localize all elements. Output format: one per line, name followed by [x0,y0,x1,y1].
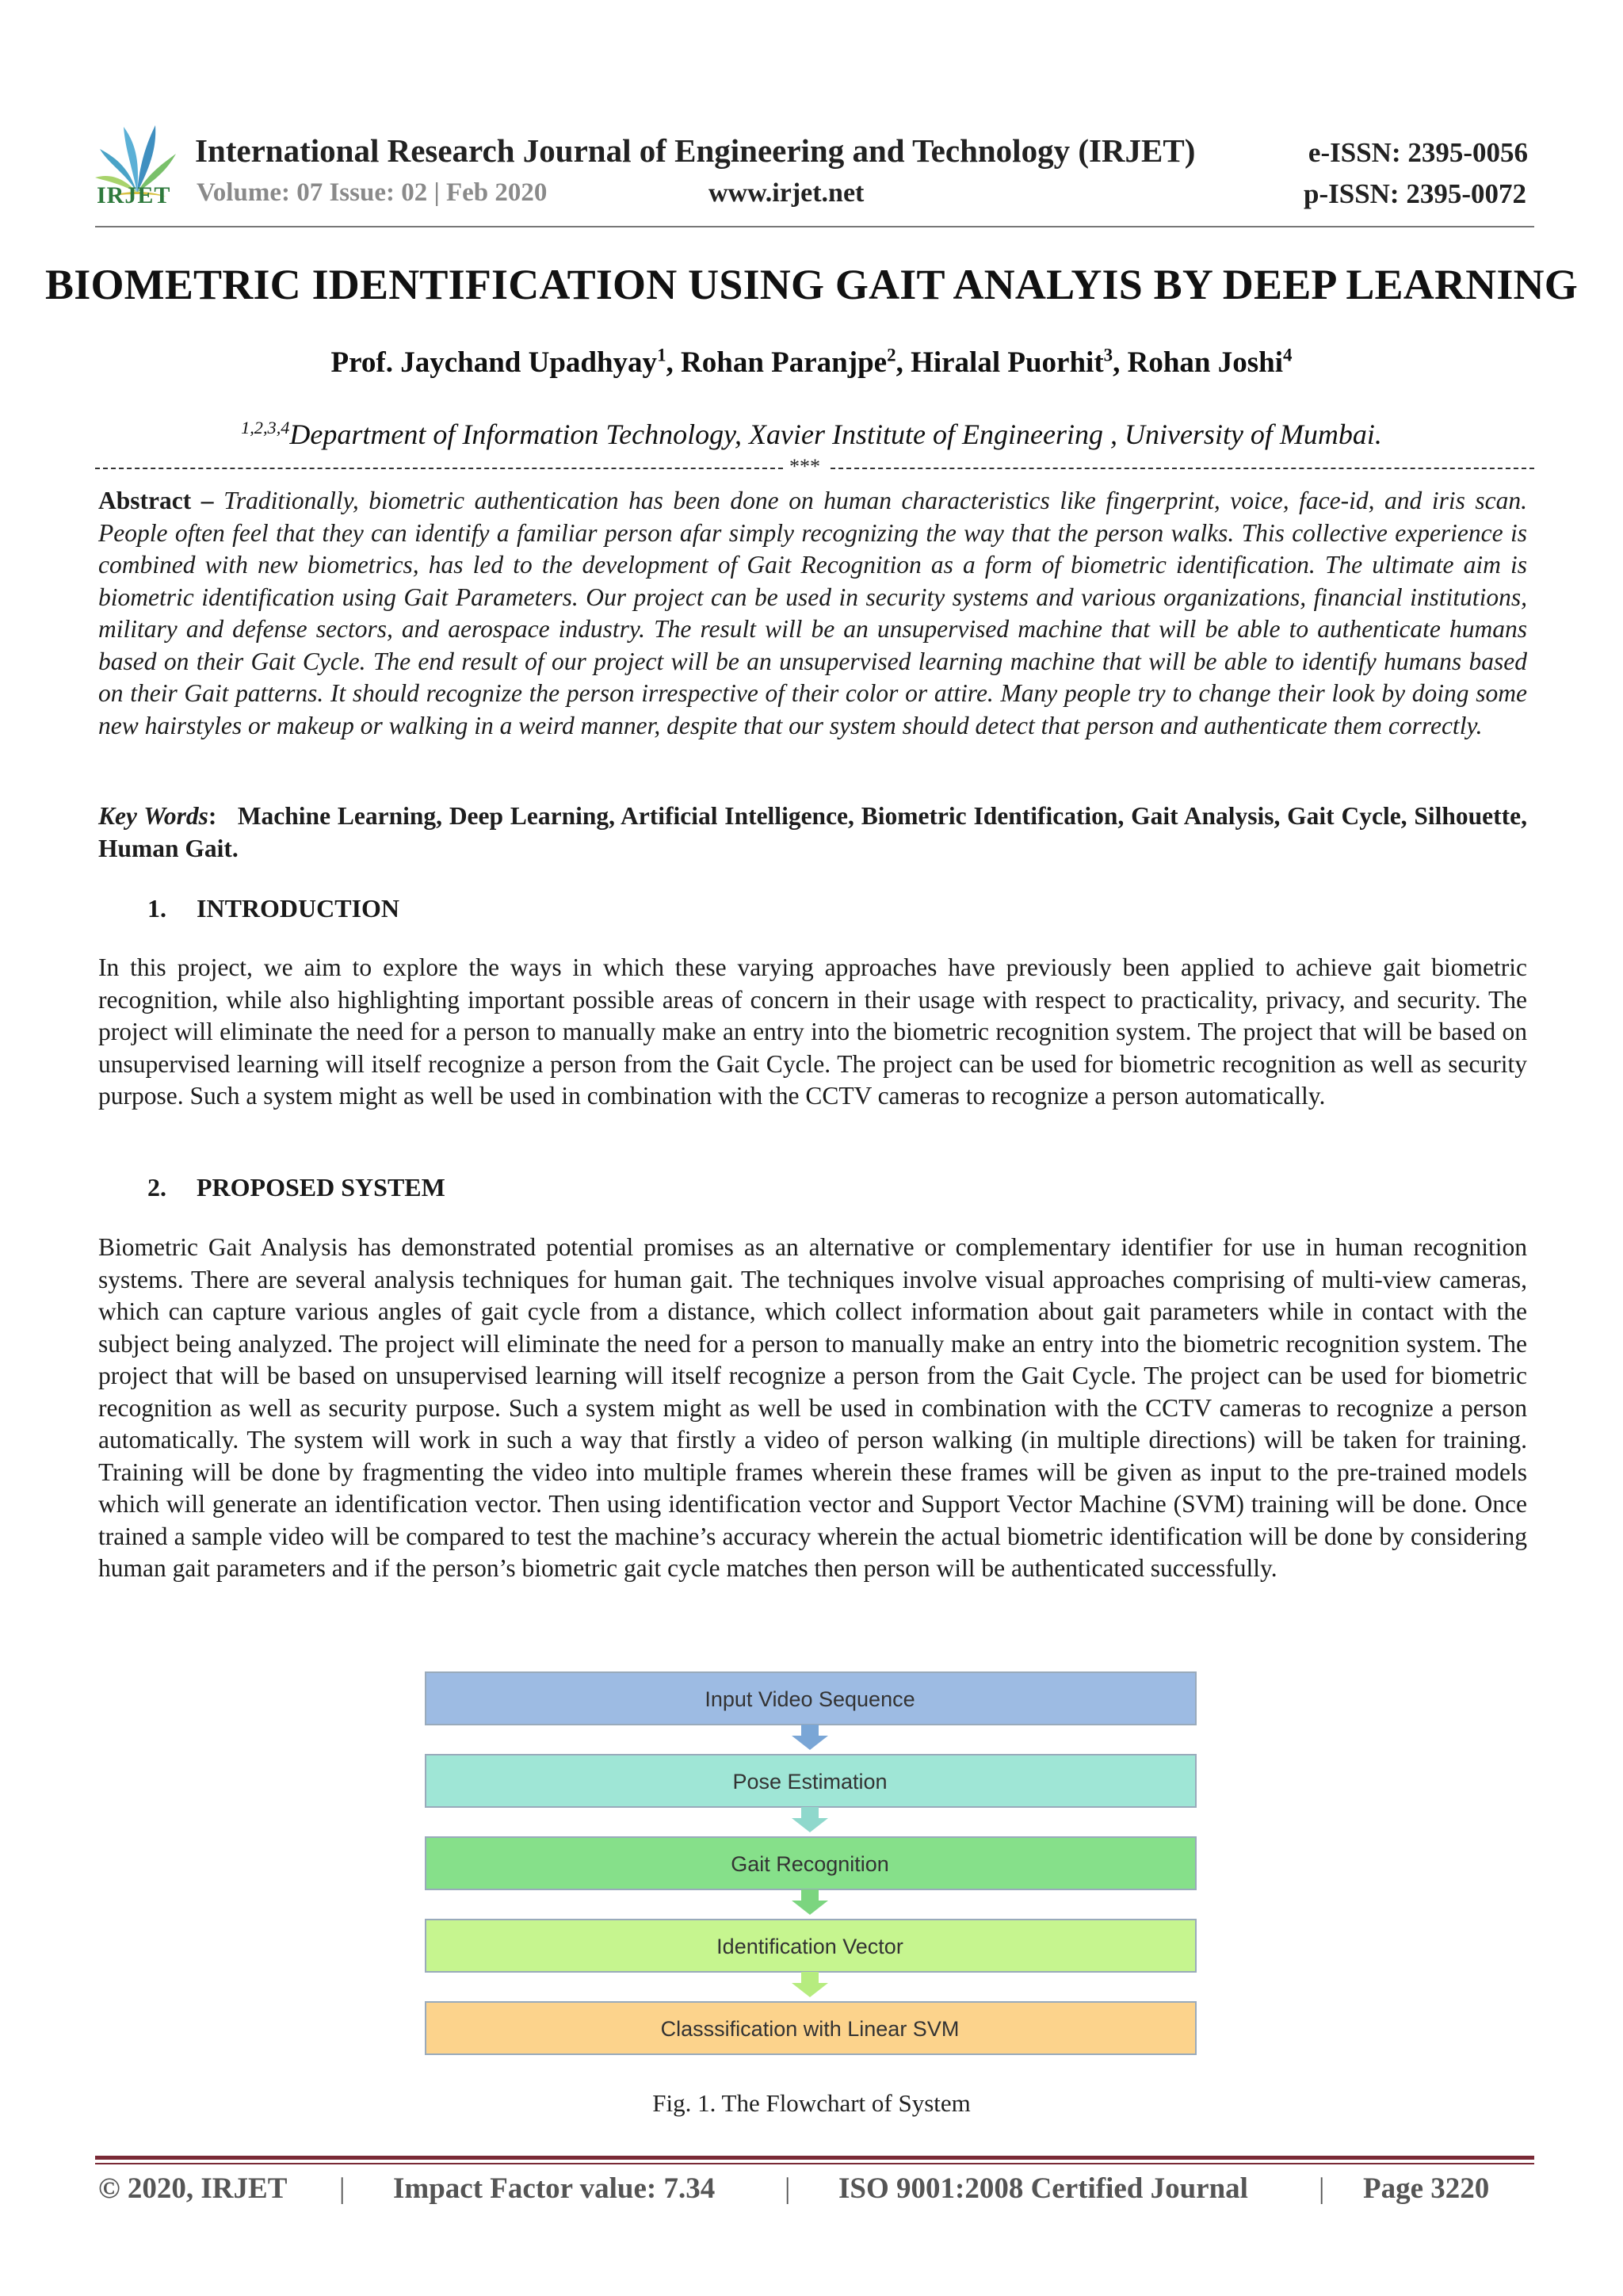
system-flowchart [424,1671,1199,2067]
volume-info: Volume: 07 Issue: 02 | Feb 2020 [197,178,548,207]
keywords-label: Key Words [98,802,208,830]
section-heading-introduction [147,894,399,923]
abstract-text: Traditionally, biometric authentication has been done on human characteristics like fingerprint, voice, face-id, and iris scan. People often feel that they can identify a familiar person afar simply recognizing the way that the person walks. This collective experience is combined with new biometrics, has led to the development of Gait Recognition as a form of biometric identification. The ultimate aim is biometric identification using Gait Parameters. Our project can be used in security systems and various organizations, financial institutions, military and defense sectors, and aerospace industry. The result will be an unsupervised machine that will be able to authenticate humans based on their Gait Cycle. The end result of our project will be an unsupervised learning machine that will be able to identify humans based on their Gait patterns. It should recognize the person irrespective of their color or attire. Many people try to change their look by doing some new hairstyles or makeup or walking in a weird manner, despite that our system should detect that person and authenticate them correctly. [98,487,1528,739]
dashed-rule [831,468,1534,469]
footer-divider [95,2163,1534,2164]
introduction-paragraph: In this project, we aim to explore the ways in which these varying approaches have previously been applied to achieve gait biometric recognition, while also highlighting important possible areas of concern in their usage with respect to practicality, privacy, and security. The project will eliminate the need for a person to manually make an entry into the biometric recognition system. The project that will be based on unsupervised learning will itself recognize a person from the Gait Cycle. The project can be used for biometric recognition as well as security purpose. Such a system might as well be used in combination with the CCTV cameras to recognize a person automatically. [98,953,1527,1110]
flowchart-step [426,2002,1196,2054]
p-issn: p-ISSN: 2395-0072 [1303,178,1526,209]
keywords: Key Words: Machine Learning, Deep Learning, Artificial Intelligence, Biometric Identification, Gait Analysis, Gait Cycle, Silhouette, Human Gait. [98,802,1527,862]
author-name: Rohan Paranjpe [681,346,888,379]
header-divider [95,226,1534,227]
logo-text: IRJET [97,182,171,208]
flowchart-step [426,1837,1196,1889]
abstract-label: Abstract – [98,487,214,514]
step-label: Classsification with Linear SVM [660,2017,960,2041]
flow-arrow-icon [792,1725,828,1750]
author-list: Prof. Jaychand Upadhyay$^1$, Rohan Paranjpe$^2$, Hiralal Puorhit$^3$, Rohan Joshi$^4$ [330,345,1293,379]
author-affiliation-mark: 1 [657,345,666,365]
e-issn: e-ISSN: 2395-0056 [1308,137,1528,168]
author-name: Prof. Jaychand Upadhyay [330,346,658,379]
flowchart-step [426,1920,1196,1972]
footer-copyright: © 2020, IRJET [98,2172,288,2205]
footer-separator: | [785,2172,791,2205]
author-affiliation-mark: 4 [1283,345,1293,365]
author-affiliation-mark: 2 [887,345,896,365]
paper-title: BIOMETRIC IDENTIFICATION USING GAIT ANALYIS BY DEEP LEARNING [45,261,1578,308]
affiliation-mark: 1,2,3,4 [241,418,290,437]
proposed-system-paragraph: Biometric Gait Analysis has demonstrated potential promises as an alternative or complementary identifier for use in human recognition systems. There are several analysis techniques for human gait. The techniques involve visual approaches comprising of multi-view cameras, which can capture various angles of gait cycle from a distance, which collect information about gait parameters while in contact with the subject being analyzed. The project will eliminate the need for a person to manually make an entry into the biometric recognition system. The project that will be based on unsupervised learning will itself recognize a person from the Gait Cycle. The project can be used for biometric recognition as well as security purpose. Such a system might as well be used in combination with the CCTV cameras to recognize a person automatically. The system will work in such a way that firstly a video of person walking (in multiple directions) will be taken for training. Training will be done by fragmenting the video into multiple frames wherein these frames will be given as input to the pre-trained models which will generate an identification vector. Then using identification vector and Support Vector Machine (SVM) training will be done. Once trained a sample video will be compared to test the machine’s accuracy wherein the actual biometric identification will be done by considering human gait parameters and if the person’s biometric gait cycle matches then person will be authenticated successfully. [98,1233,1527,1582]
website-link[interactable]: www.irjet.net [708,178,865,208]
author-name: Hiralal Puorhit [911,346,1104,379]
journal-name: International Research Journal of Engineering and Technology (IRJET) [195,132,1196,169]
step-label: Pose Estimation [732,1770,888,1794]
author-affiliation-mark: 3 [1103,345,1113,365]
step-label: Identification Vector [716,1935,903,1958]
separator-stars: *** [789,455,820,478]
affiliation [0,418,1623,451]
flowchart-step [426,1755,1196,1807]
step-label: Input Video Sequence [705,1687,915,1711]
section-number: 2. [147,1173,166,1201]
section-separator [95,455,1534,478]
flow-arrow-icon [792,1807,828,1832]
flow-arrow-icon [792,1889,828,1915]
step-label: Gait Recognition [731,1852,889,1876]
figure-caption: Fig. 1. The Flowchart of System [652,2089,971,2117]
section-title: PROPOSED SYSTEM [197,1173,445,1201]
author-name: Rohan Joshi [1127,346,1283,379]
footer-page-number: Page 3220 [1363,2172,1490,2205]
footer-separator: | [1319,2172,1325,2205]
flow-arrow-icon [792,1972,828,1997]
abstract [98,485,1527,742]
section-title: INTRODUCTION [197,894,400,923]
section-number: 1. [147,894,166,923]
footer-separator: | [339,2172,346,2205]
affiliation-text: Department of Information Technology, Xavier Institute of Engineering , University of Mumbai. [289,418,1382,450]
section-heading-proposed-system [147,1173,445,1202]
flowchart-step [426,1672,1196,1725]
dashed-rule [95,468,783,469]
footer-impact-factor: Impact Factor value: 7.34 [393,2172,716,2205]
footer-divider [95,2156,1534,2160]
footer-iso: ISO 9001:2008 Certified Journal [838,2172,1248,2205]
keywords-text: Machine Learning, Deep Learning, Artificial Intelligence, Biometric Identification, Gait Analysis, Gait Cycle, Silhouette, Human Gait. [98,802,1527,862]
